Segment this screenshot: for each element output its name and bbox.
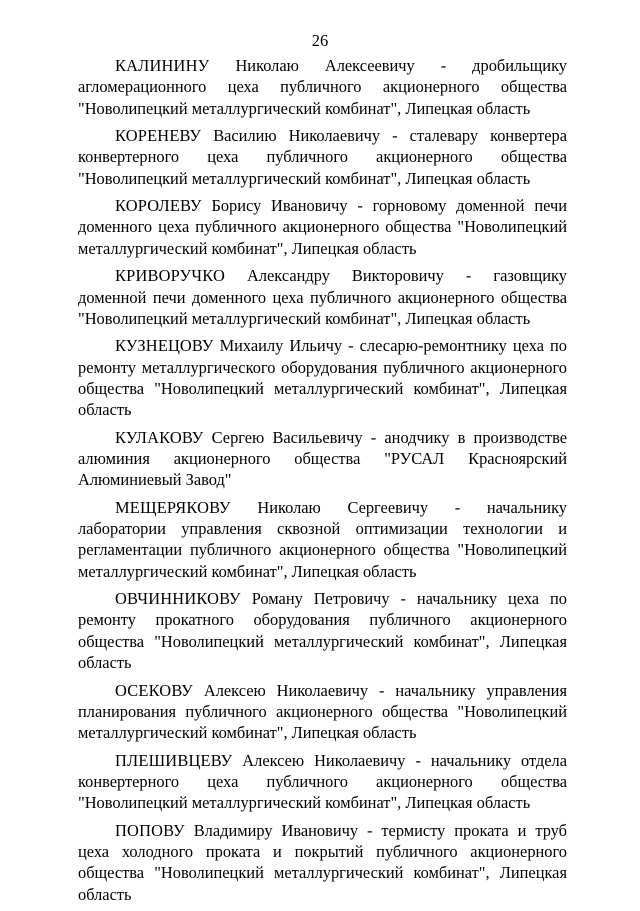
list-item: [78, 125, 567, 189]
recipient-details: Владимиру Ивановичу - термисту проката и труб цеха холодного проката и покрытий публичного акционерного общества "Новолипецкий металлургический комбинат", Липецкая область: [78, 820, 567, 904]
recipient-details: Василию Николаевичу - сталевару конвертера конвертерного цеха публичного акционерного общества "Новолипецкий металлургический комбинат", Липецкая область: [78, 126, 567, 188]
recipient-details: Александру Викторовичу - газовщику доменной печи доменного цеха публичного акционерного общества "Новолипецкий металлургический комбинат", Липецкая область: [78, 266, 567, 328]
recipient-surname: КОРЕНЕВУ: [115, 126, 202, 146]
recipient-details: Борису Ивановичу - горновому доменной печи доменного цеха публичного акционерного общества "Новолипецкий металлургический комбинат", Липецкая область: [78, 196, 567, 258]
recipient-details: Сергею Васильевичу - анодчику в производстве алюминия акционерного общества "РУСАЛ Красноярский Алюминиевый Завод": [78, 427, 568, 490]
recipient-details: Алексею Николаевичу - начальнику управления планирования публичного акционерного общества "Новолипецкий металлургический комбинат", Липецкая область: [78, 680, 567, 743]
page-number: 26: [311, 31, 329, 50]
recipient-surname: ОСЕКОВУ: [115, 680, 193, 700]
list-item: [78, 335, 567, 420]
list-item: [78, 55, 567, 119]
recipient-surname: ПОПОВУ: [115, 820, 185, 840]
list-item: [78, 820, 567, 905]
recipient-surname: КАЛИНИНУ: [115, 56, 210, 75]
list-item: [78, 750, 567, 814]
list-item: [78, 497, 567, 582]
recipient-surname: КОРОЛЕВУ: [115, 196, 202, 216]
recipient-surname: КРИВОРУЧКО: [115, 266, 225, 286]
list-item: [78, 680, 567, 744]
recipient-surname: КУЗНЕЦОВУ: [115, 336, 214, 356]
list-item: [78, 265, 567, 329]
recipient-details: Николаю Алексеевичу - дробильщику агломерационного цеха публичного акционерного общества "Новолипецкий металлургический комбинат", Липецкая область: [78, 56, 567, 118]
recipient-details: Михаилу Ильичу - слесарю-ремонтнику цеха по ремонту металлургического оборудования публичного акционерного общества "Новолипецкий металлургический комбинат", Липецкая область: [78, 336, 567, 420]
recipient-surname: ПЛЕШИВЦЕВУ: [115, 750, 233, 770]
recipient-details: Николаю Сергеевичу - начальнику лаборатории управления сквозной оптимизации технологии и регламентации публичного акционерного общества "Новолипецкий металлургический комбинат", Липецкая область: [78, 497, 567, 581]
recipient-details: Роману Петровичу - начальнику цеха по ремонту прокатного оборудования публичного акционерного общества "Новолипецкий металлургический комбинат", Липецкая область: [78, 589, 567, 673]
award-list: [78, 55, 567, 911]
recipient-surname: МЕЩЕРЯКОВУ: [115, 497, 231, 517]
recipient-surname: КУЛАКОВУ: [115, 427, 204, 447]
recipient-surname: ОВЧИННИКОВУ: [115, 589, 241, 609]
list-item: [78, 427, 567, 491]
recipient-details: Алексею Николаевичу - начальнику отдела конвертерного цеха публичного акционерного общества "Новолипецкий металлургический комбинат", Липецкая область: [78, 750, 567, 813]
list-item: [78, 588, 567, 673]
list-item: [78, 195, 567, 259]
